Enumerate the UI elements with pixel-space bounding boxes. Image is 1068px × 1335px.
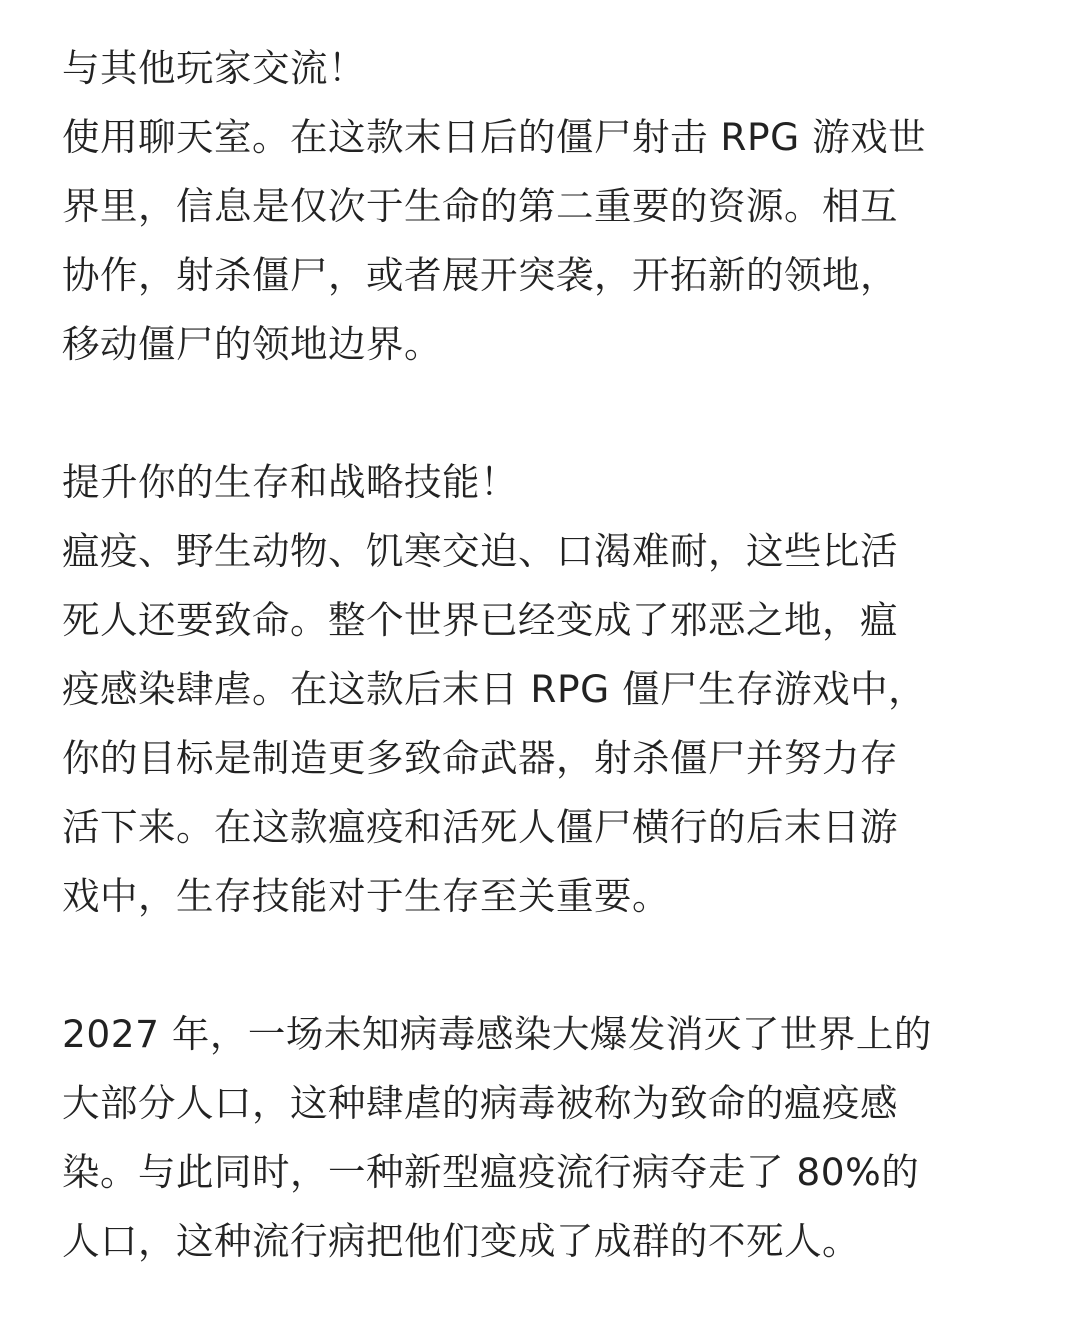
paragraph-line: 大部分人口，这种肆虐的病毒被称为致命的瘟疫感 (62, 1081, 898, 1125)
paragraph-line: 你的目标是制造更多致命武器，射杀僵尸并努力存 (62, 736, 898, 780)
paragraph-line: 瘟疫、野生动物、饥寒交迫、口渴难耐，这些比活 (62, 529, 898, 573)
section-heading-skills: 提升你的生存和战略技能！ (62, 460, 518, 504)
section-heading-communicate: 与其他玩家交流！ (62, 46, 366, 90)
paragraph-line: 死人还要致命。整个世界已经变成了邪恶之地，瘟 (62, 598, 898, 642)
paragraph-line: 活下来。在这款瘟疫和活死人僵尸横行的后末日游 (62, 805, 898, 849)
paragraph-line: 移动僵尸的领地边界。 (62, 322, 442, 366)
paragraph-spacer (62, 379, 1008, 448)
paragraph-line: 疫感染肆虐。在这款后末日 RPG 僵尸生存游戏中， (62, 667, 927, 711)
paragraph-spacer (62, 931, 1008, 1000)
paragraph-line: 人口，这种流行病把他们变成了成群的不死人。 (62, 1219, 860, 1263)
paragraph-line: 染。与此同时，一种新型瘟疫流行病夺走了 80%的 (62, 1150, 920, 1194)
paragraph-line: 戏中，生存技能对于生存至关重要。 (62, 874, 670, 918)
paragraph-line: 使用聊天室。在这款末日后的僵尸射击 RPG 游戏世 (62, 115, 927, 159)
paragraph-line: 协作，射杀僵尸，或者展开突袭，开拓新的领地， (62, 253, 898, 297)
paragraph-line: 2027 年，一场未知病毒感染大爆发消灭了世界上的 (62, 1012, 932, 1056)
paragraph-line: 界里，信息是仅次于生命的第二重要的资源。相互 (62, 184, 898, 228)
